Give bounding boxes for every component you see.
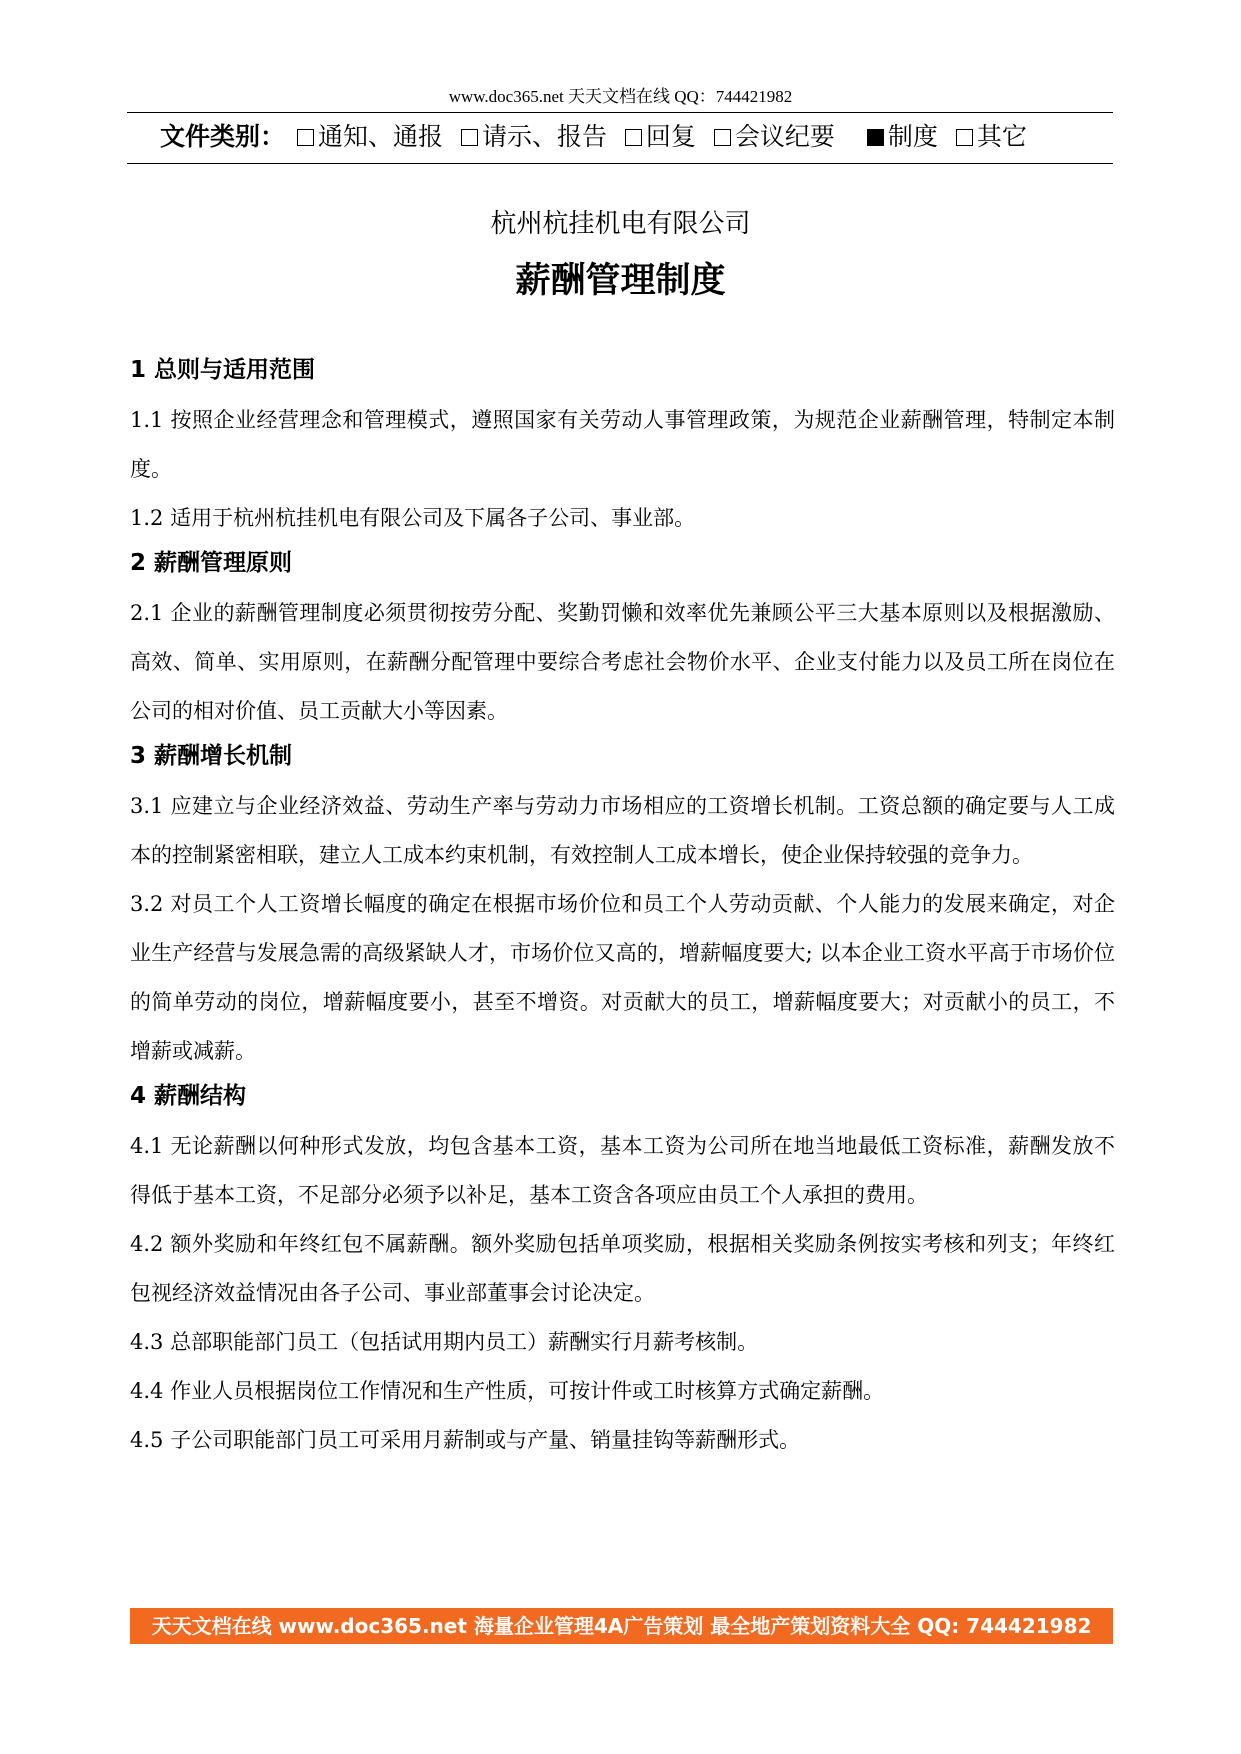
section bbox=[130, 1076, 1115, 1465]
paragraph: 4.1 无论薪酬以何种形式发放，均包含基本工资，基本工资为公司所在地当地最低工资标准，薪酬发放不得低于基本工资，不足部分必须予以补足，基本工资含各项应由员工个人承担的费用。 bbox=[130, 1134, 1115, 1207]
paragraph: 1.2 适用于杭州杭挂机电有限公司及下属各子公司、事业部。 bbox=[130, 506, 696, 530]
paragraph: 4.5 子公司职能部门员工可采用月薪制或与产量、销量挂钩等薪酬形式。 bbox=[130, 1428, 801, 1452]
paragraph: 4.4 作业人员根据岗位工作情况和生产性质，可按计件或工时核算方式确定薪酬。 bbox=[130, 1379, 885, 1403]
checkbox-icon bbox=[461, 129, 478, 146]
category-option-reply: 回复 bbox=[625, 122, 696, 151]
paragraph: 3.2 对员工个人工资增长幅度的确定在根据市场价位和员工个人劳动贡献、个人能力的发展来确定，对企业生产经营与发展急需的高级紧缺人才，市场价位又高的，增薪幅度要大; 以本企业工资水平高于市场价位的简单劳动的岗位，增薪幅度要小，甚至不增资。对贡献大的员工，增薪幅度要大；对贡献小的员工，不增薪或减薪。 bbox=[130, 892, 1115, 1063]
checkbox-icon bbox=[956, 129, 973, 146]
category-option-notice: 通知、通报 bbox=[297, 122, 443, 151]
paragraph: 4.2 额外奖励和年终红包不属薪酬。额外奖励包括单项奖励，根据相关奖励条例按实考核和列支；年终红包视经济效益情况由各子公司、事业部董事会讨论决定。 bbox=[130, 1232, 1115, 1305]
file-category-row bbox=[160, 117, 1110, 157]
paragraph: 4.3 总部职能部门员工（包括试用期内员工）薪酬实行月薪考核制。 bbox=[130, 1330, 759, 1354]
document-title: 薪酬管理制度 bbox=[515, 261, 726, 301]
page-header: www.doc365.net 天天文档在线 QQ：744421982 bbox=[448, 87, 793, 106]
footer-banner: 天天文档在线 www.doc365.net 海量企业管理4A广告策划 最全地产策划资料大全 QQ: 744421982 bbox=[130, 1608, 1113, 1644]
checkbox-icon bbox=[625, 129, 642, 146]
section-heading: 3 薪酬增长机制 bbox=[130, 743, 293, 769]
category-rule bbox=[127, 163, 1113, 164]
checkbox-icon bbox=[297, 129, 314, 146]
category-option-other: 其它 bbox=[956, 122, 1027, 151]
header-rule bbox=[127, 112, 1113, 113]
checkbox-icon bbox=[867, 129, 884, 146]
paragraph: 3.1 应建立与企业经济效益、劳动生产率与劳动力市场相应的工资增长机制。工资总额的确定要与人工成本的控制紧密相联，建立人工成本约束机制，有效控制人工成本增长，使企业保持较强的竞争力。 bbox=[130, 794, 1115, 867]
section bbox=[130, 350, 1115, 543]
file-category-label: 文件类别： bbox=[160, 122, 286, 151]
paragraph: 2.1 企业的薪酬管理制度必须贯彻按劳分配、奖勤罚懒和效率优先兼顾公平三大基本原则以及根据激励、高效、简单、实用原则，在薪酬分配管理中要综合考虑社会物价水平、企业支付能力以及员工所在岗位在公司的相对价值、员工贡献大小等因素。 bbox=[130, 601, 1115, 723]
section-heading: 4 薪酬结构 bbox=[130, 1083, 247, 1109]
section-heading: 1 总则与适用范围 bbox=[130, 357, 316, 383]
document-body bbox=[130, 350, 1115, 1465]
category-option-request: 请示、报告 bbox=[461, 122, 607, 151]
checkbox-icon bbox=[714, 129, 731, 146]
company-name: 杭州杭挂机电有限公司 bbox=[490, 209, 751, 239]
section bbox=[130, 543, 1115, 736]
category-option-regulation: 制度 bbox=[867, 122, 938, 151]
section-heading: 2 薪酬管理原则 bbox=[130, 550, 293, 576]
section bbox=[130, 736, 1115, 1076]
paragraph: 1.1 按照企业经营理念和管理模式，遵照国家有关劳动人事管理政策，为规范企业薪酬管理，特制定本制度。 bbox=[130, 408, 1115, 481]
category-option-minutes: 会议纪要 bbox=[714, 122, 835, 151]
